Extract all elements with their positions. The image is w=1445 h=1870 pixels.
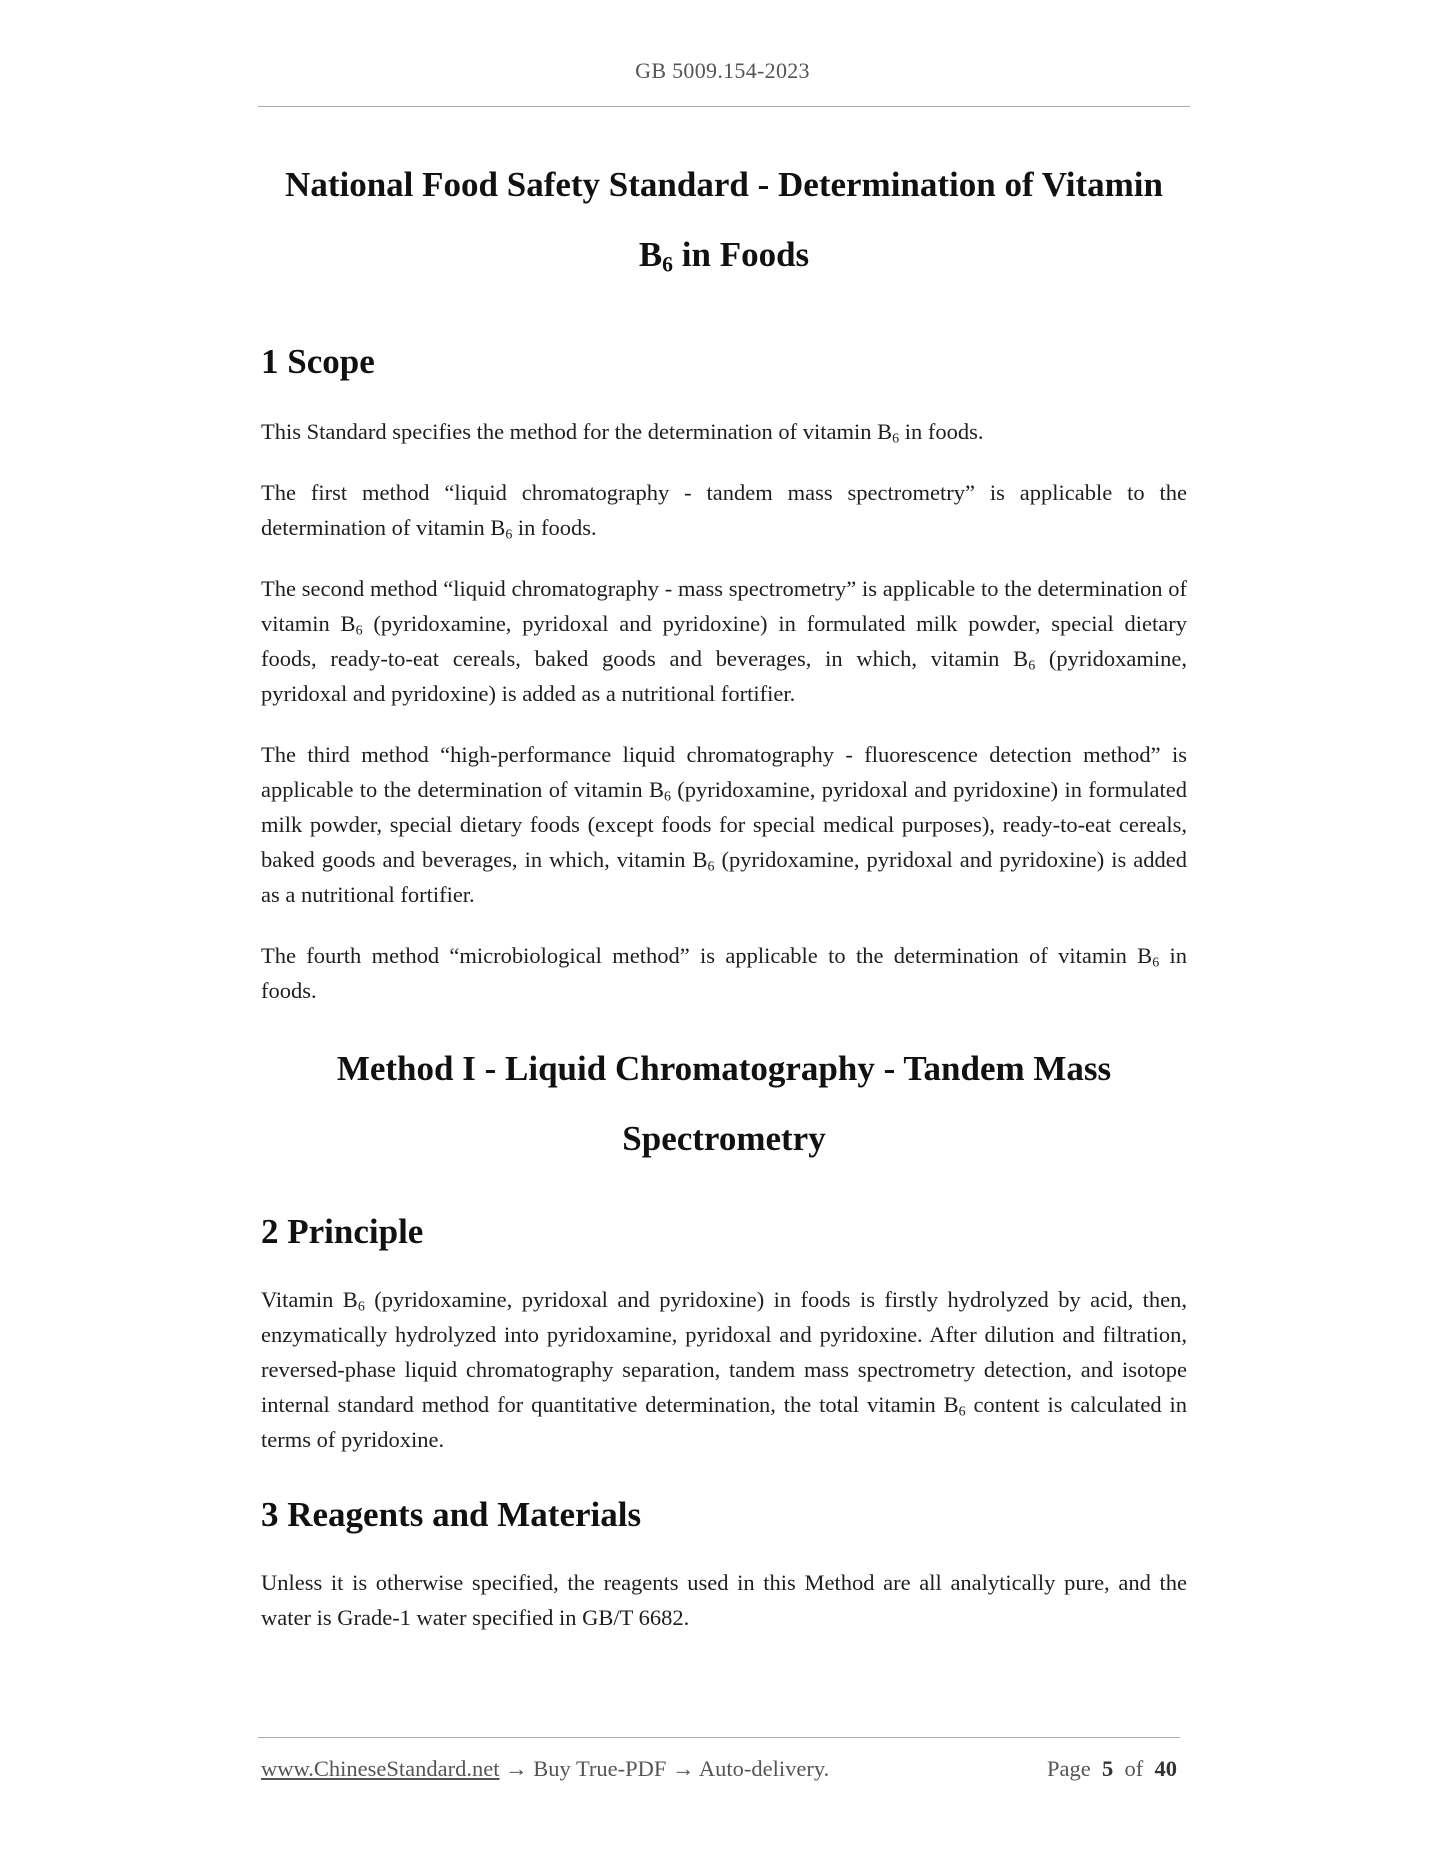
title-line-2: $B_6$ in Foods <box>638 235 810 277</box>
scope-paragraph-5: The fourth method “microbiological method” is applicable to the determination of vitamin $B_6$ in foods. <box>261 943 1187 1003</box>
method-title-line-1: Method I - Liquid Chromatography - Tandem Mass <box>336 1049 1112 1088</box>
reagents-paragraph-1: Unless it is otherwise specified, the reagents used in this Method are all analytically pure, and the water is Grade-1 water specified in GB/T 6682. <box>261 1570 1187 1630</box>
page-number: Page 5 of 40 <box>1047 1756 1177 1781</box>
header-divider <box>258 106 1190 107</box>
section-heading-reagents: 3 Reagents and Materials <box>261 1495 642 1534</box>
footer-divider <box>258 1737 1180 1738</box>
method-title-line-2: Spectrometry <box>622 1119 826 1158</box>
footer-promo-text: → Buy True-PDF → Auto-delivery. <box>499 1756 830 1781</box>
scope-paragraph-1: This Standard specifies the method for the determination of vitamin $B_6$ in foods. <box>261 419 984 447</box>
section-heading-scope: 1 Scope <box>261 342 375 381</box>
page-header: GB 5009.154-2023 <box>635 58 810 83</box>
method-title <box>261 1034 1187 1174</box>
scope-paragraph-2: The first method “liquid chromatography - tandem mass spectrometry” is applicable to the determination of vitamin $B_6$ in foods. <box>261 480 1187 543</box>
scope-paragraph-4: The third method “high-performance liquid chromatography - fluorescence detection method” is applicable to the determination of vitamin $B_6$ (pyridoxamine, pyridoxal and pyridoxine) in formulated milk powder, special dietary foods (except foods for special medical purposes), ready-to-eat cereals, baked goods and beverages, in which, vitamin $B_6$ (pyridoxamine, pyridoxal and pyridoxine) is added as a nutritional fortifier. <box>261 742 1188 907</box>
document-body <box>261 150 1187 1661</box>
footer-promo <box>261 1756 829 1782</box>
section-heading-principle: 2 Principle <box>261 1212 424 1251</box>
website-link[interactable]: www.ChineseStandard.net <box>261 1756 500 1781</box>
scope-paragraph-3: The second method “liquid chromatography - mass spectrometry” is applicable to the determination of vitamin $B_6$ (pyridoxamine, pyridoxal and pyridoxine) in formulated milk powder, special dietary foods, ready-to-eat cereals, baked goods and beverages, in which, vitamin $B_6$ (pyridoxamine, pyridoxal and pyridoxine) is added as a nutritional fortifier. <box>261 576 1187 706</box>
title-line-1: National Food Safety Standard - Determination of Vitamin <box>285 165 1163 204</box>
principle-paragraph-1: Vitamin $B_6$ (pyridoxamine, pyridoxal and pyridoxine) in foods is firstly hydrolyzed by acid, then, enzymatically hydrolyzed into pyridoxamine, pyridoxal and pyridoxine. After dilution and filtration, reversed-phase liquid chromatography separation, tandem mass spectrometry detection, and isotope internal standard method for quantitative determination, the total vitamin $B_6$ content is calculated in terms of pyridoxine. <box>261 1287 1187 1452</box>
document-title <box>261 150 1187 290</box>
